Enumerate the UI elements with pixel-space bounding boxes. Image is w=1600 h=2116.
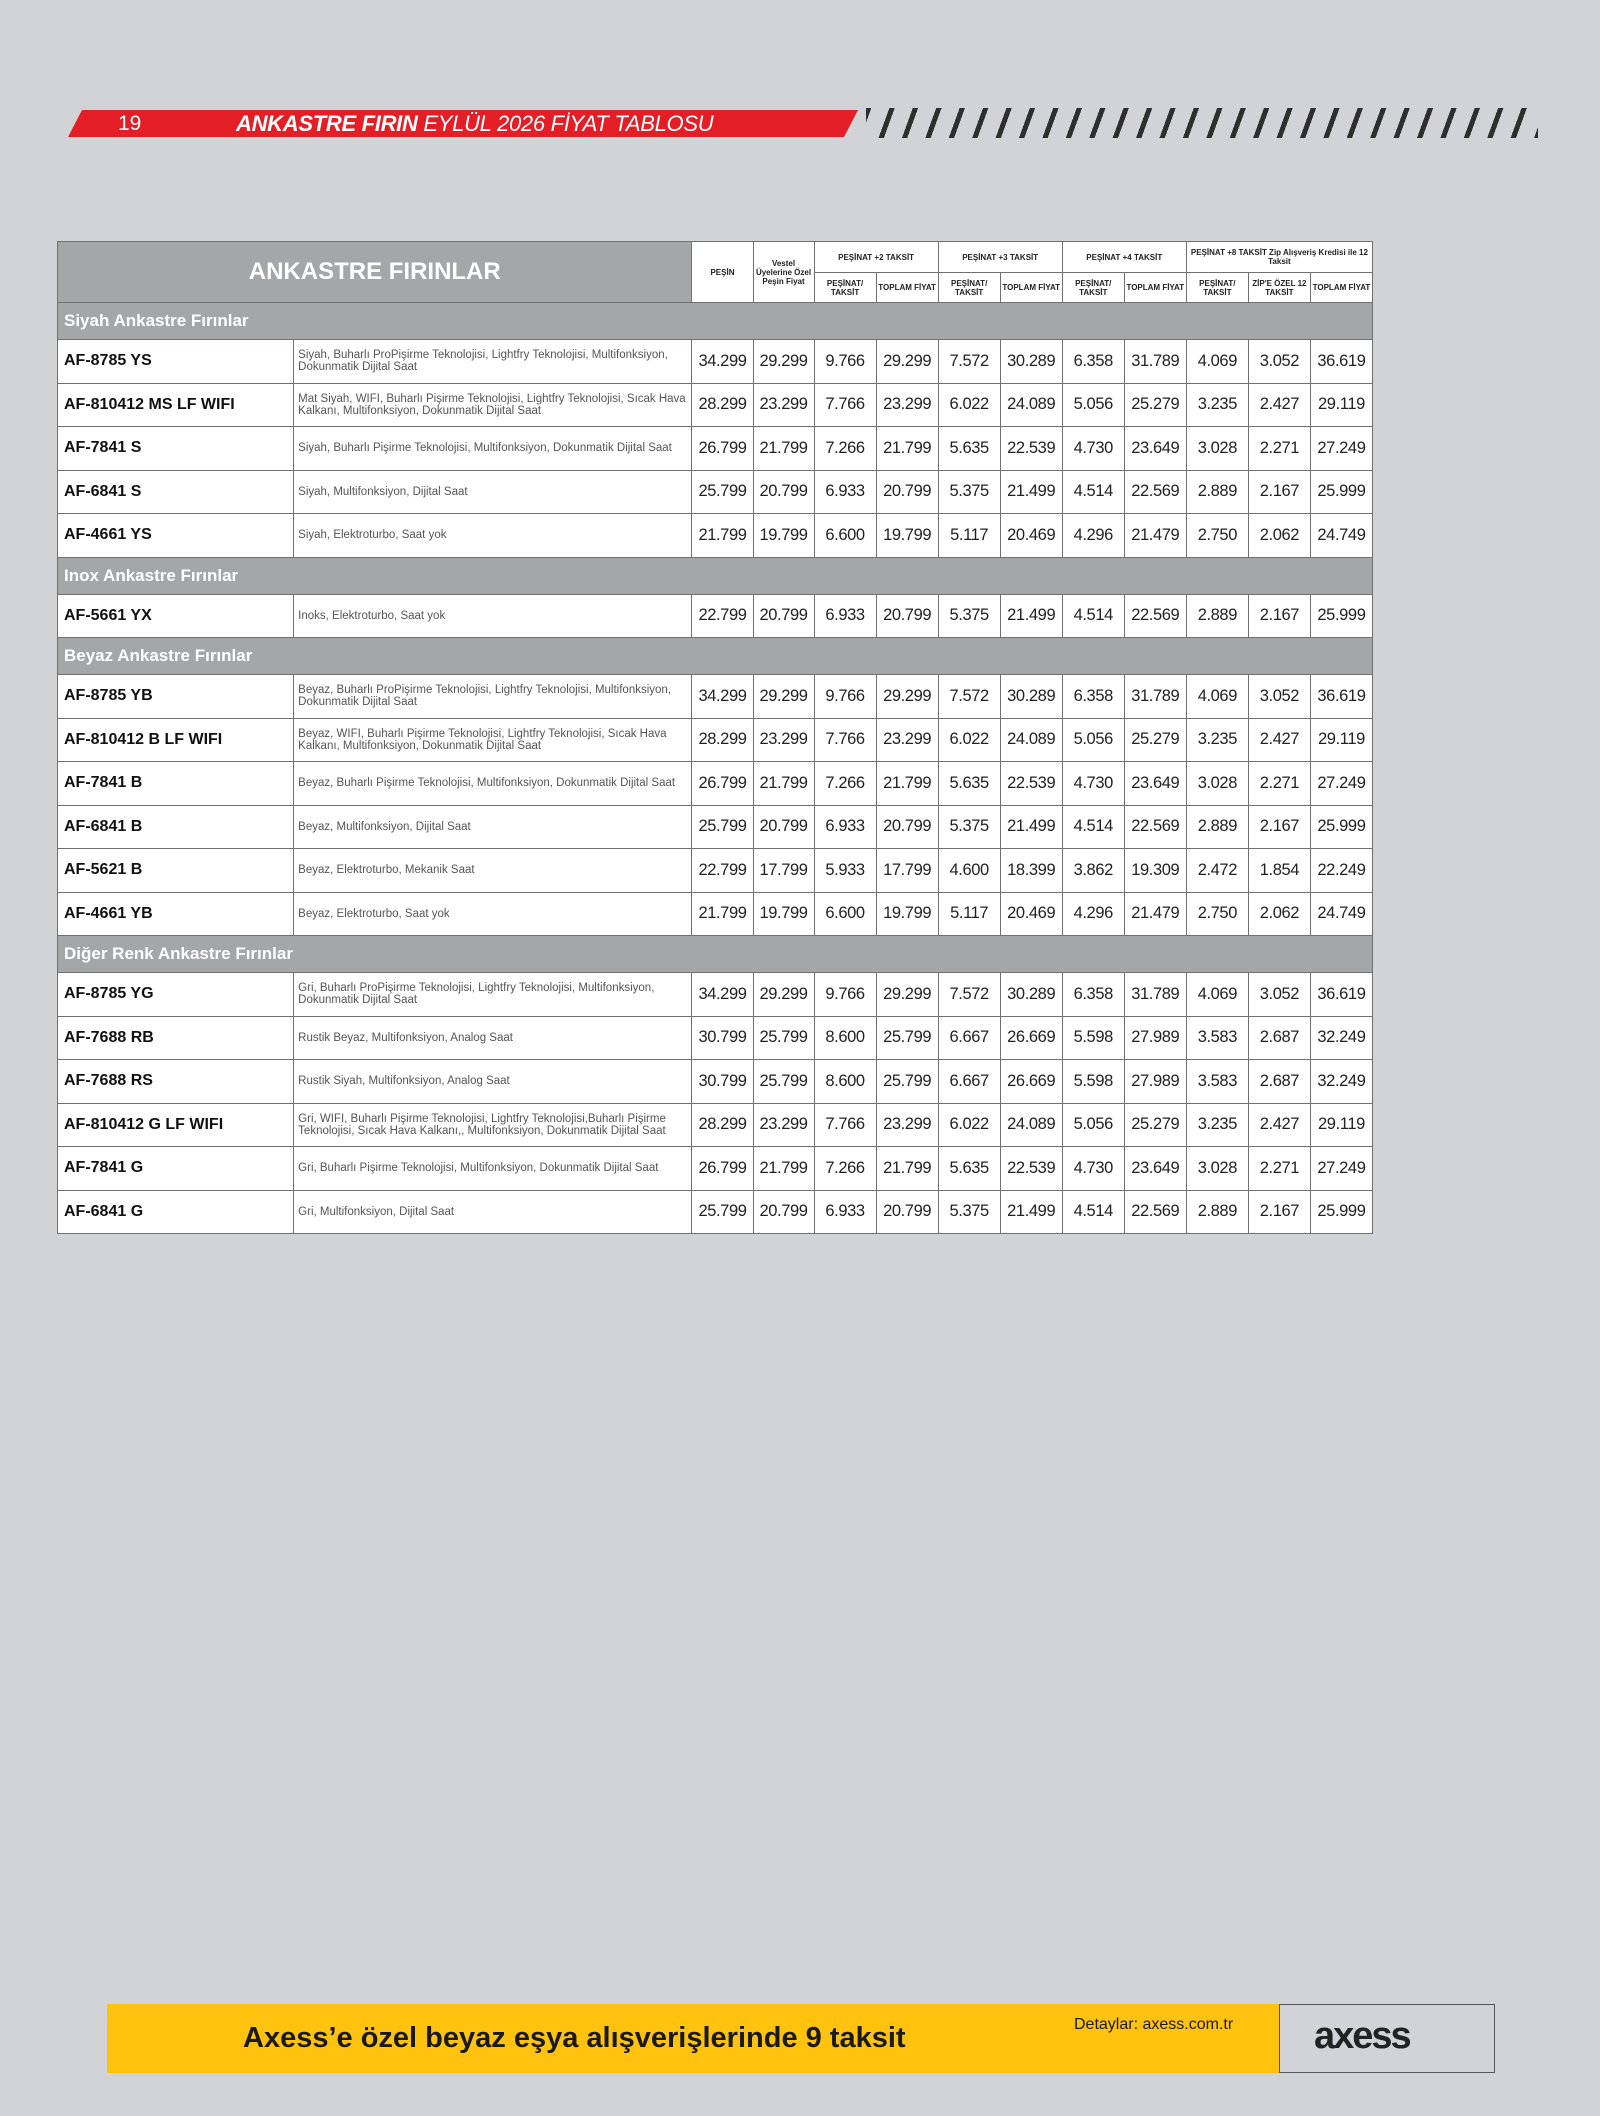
table-row bbox=[58, 340, 1373, 384]
price-cell: 21.479 bbox=[1124, 514, 1186, 558]
table-row bbox=[58, 427, 1373, 471]
price-cell: 20.799 bbox=[876, 805, 938, 849]
price-cell: 5.056 bbox=[1062, 383, 1124, 427]
price-cell: 7.766 bbox=[814, 718, 876, 762]
price-cell: 7.266 bbox=[814, 427, 876, 471]
price-cell: 20.469 bbox=[1000, 892, 1062, 936]
price-cell: 2.427 bbox=[1248, 718, 1310, 762]
price-cell: 5.635 bbox=[938, 427, 1000, 471]
price-cell: 5.375 bbox=[938, 470, 1000, 514]
price-cell: 5.056 bbox=[1062, 1103, 1124, 1147]
price-cell: 17.799 bbox=[876, 849, 938, 893]
price-cell: 6.358 bbox=[1062, 340, 1124, 384]
table-row bbox=[58, 470, 1373, 514]
table-row bbox=[58, 1060, 1373, 1104]
price-cell: 23.299 bbox=[753, 383, 814, 427]
price-cell: 6.600 bbox=[814, 892, 876, 936]
description-cell: Beyaz, WIFI, Buharlı Pişirme Teknolojisi, Lightfry Teknolojisi, Sıcak Hava Kalkanı, Multifonksiyon, Dokunmatik Dijital Saat bbox=[294, 718, 692, 762]
table-row bbox=[58, 383, 1373, 427]
price-cell: 5.598 bbox=[1062, 1016, 1124, 1060]
model-cell: AF-6841 S bbox=[58, 470, 294, 514]
price-cell: 28.299 bbox=[692, 383, 753, 427]
price-cell: 3.583 bbox=[1186, 1016, 1248, 1060]
price-cell: 29.299 bbox=[753, 675, 814, 719]
price-cell: 19.799 bbox=[753, 514, 814, 558]
price-cell: 2.687 bbox=[1248, 1060, 1310, 1104]
description-cell: Siyah, Buharlı ProPişirme Teknolojisi, Lightfry Teknolojisi, Multifonksiyon, Dokunmatik Dijital Saat bbox=[294, 340, 692, 384]
price-cell: 30.799 bbox=[692, 1060, 753, 1104]
axess-logo-text: axess bbox=[1314, 2015, 1410, 2057]
group-header-3-taksit: PEŞİNAT +3 TAKSİT bbox=[938, 242, 1062, 273]
price-cell: 3.052 bbox=[1248, 973, 1310, 1017]
price-cell: 9.766 bbox=[814, 973, 876, 1017]
description-cell: Rustik Siyah, Multifonksiyon, Analog Saat bbox=[294, 1060, 692, 1104]
price-cell: 21.499 bbox=[1000, 470, 1062, 514]
price-cell: 5.933 bbox=[814, 849, 876, 893]
price-cell: 20.799 bbox=[753, 470, 814, 514]
section-title: Inox Ankastre Fırınlar bbox=[58, 557, 1373, 594]
price-cell: 17.799 bbox=[753, 849, 814, 893]
price-cell: 22.249 bbox=[1310, 849, 1372, 893]
model-cell: AF-810412 B LF WIFI bbox=[58, 718, 294, 762]
price-cell: 20.799 bbox=[876, 1190, 938, 1234]
price-cell: 2.167 bbox=[1248, 1190, 1310, 1234]
price-cell: 21.799 bbox=[753, 427, 814, 471]
price-cell: 19.799 bbox=[876, 514, 938, 558]
price-cell: 29.299 bbox=[753, 340, 814, 384]
price-cell: 7.266 bbox=[814, 762, 876, 806]
section-row bbox=[58, 936, 1373, 973]
price-cell: 19.799 bbox=[876, 892, 938, 936]
model-cell: AF-8785 YG bbox=[58, 973, 294, 1017]
price-cell: 6.667 bbox=[938, 1060, 1000, 1104]
description-cell: Beyaz, Elektroturbo, Saat yok bbox=[294, 892, 692, 936]
price-cell: 20.799 bbox=[753, 594, 814, 638]
price-cell: 26.669 bbox=[1000, 1016, 1062, 1060]
price-cell: 24.089 bbox=[1000, 1103, 1062, 1147]
price-cell: 6.358 bbox=[1062, 973, 1124, 1017]
header-row-groups bbox=[58, 242, 1373, 273]
price-cell: 7.572 bbox=[938, 340, 1000, 384]
model-cell: AF-810412 MS LF WIFI bbox=[58, 383, 294, 427]
price-cell: 23.649 bbox=[1124, 762, 1186, 806]
model-cell: AF-7688 RS bbox=[58, 1060, 294, 1104]
price-cell: 21.799 bbox=[876, 1147, 938, 1191]
description-cell: Gri, Multifonksiyon, Dijital Saat bbox=[294, 1190, 692, 1234]
price-cell: 8.600 bbox=[814, 1016, 876, 1060]
price-cell: 6.600 bbox=[814, 514, 876, 558]
price-cell: 26.669 bbox=[1000, 1060, 1062, 1104]
price-cell: 2.062 bbox=[1248, 514, 1310, 558]
price-cell: 23.299 bbox=[876, 383, 938, 427]
sub-header-toplam-fiyat: TOPLAM FİYAT bbox=[1000, 273, 1062, 303]
price-cell: 34.299 bbox=[692, 340, 753, 384]
price-cell: 23.649 bbox=[1124, 1147, 1186, 1191]
table-row bbox=[58, 805, 1373, 849]
page-title-light: EYLÜL 2026 FİYAT TABLOSU bbox=[417, 111, 714, 136]
table-row bbox=[58, 1103, 1373, 1147]
price-cell: 29.299 bbox=[876, 973, 938, 1017]
price-cell: 32.249 bbox=[1310, 1060, 1372, 1104]
model-cell: AF-5661 YX bbox=[58, 594, 294, 638]
price-cell: 20.799 bbox=[753, 805, 814, 849]
price-cell: 3.235 bbox=[1186, 1103, 1248, 1147]
sub-header-toplam-fiyat: TOPLAM FİYAT bbox=[1124, 273, 1186, 303]
price-cell: 5.056 bbox=[1062, 718, 1124, 762]
page-header bbox=[68, 108, 1538, 138]
description-cell: Siyah, Buharlı Pişirme Teknolojisi, Multifonksiyon, Dokunmatik Dijital Saat bbox=[294, 427, 692, 471]
section-row bbox=[58, 638, 1373, 675]
price-cell: 21.799 bbox=[876, 762, 938, 806]
price-cell: 6.358 bbox=[1062, 675, 1124, 719]
price-cell: 25.799 bbox=[692, 805, 753, 849]
sub-header-pesinat-taksit: PEŞİNAT/ TAKSİT bbox=[814, 273, 876, 303]
price-cell: 7.572 bbox=[938, 675, 1000, 719]
price-cell: 29.119 bbox=[1310, 1103, 1372, 1147]
sub-header-zip-12-taksit: ZİP'E ÖZEL 12 TAKSİT bbox=[1248, 273, 1310, 303]
price-cell: 27.249 bbox=[1310, 1147, 1372, 1191]
price-cell: 5.375 bbox=[938, 1190, 1000, 1234]
price-cell: 1.854 bbox=[1248, 849, 1310, 893]
price-cell: 22.539 bbox=[1000, 1147, 1062, 1191]
price-cell: 25.999 bbox=[1310, 1190, 1372, 1234]
price-cell: 31.789 bbox=[1124, 340, 1186, 384]
price-cell: 21.799 bbox=[692, 514, 753, 558]
model-cell: AF-7841 B bbox=[58, 762, 294, 806]
price-cell: 3.862 bbox=[1062, 849, 1124, 893]
price-cell: 34.299 bbox=[692, 675, 753, 719]
price-cell: 2.427 bbox=[1248, 1103, 1310, 1147]
price-cell: 6.022 bbox=[938, 1103, 1000, 1147]
table-row bbox=[58, 1016, 1373, 1060]
price-cell: 27.989 bbox=[1124, 1060, 1186, 1104]
col-header-vestel: Vestel Üyelerine Özel Peşin Fiyat bbox=[753, 242, 814, 303]
price-cell: 25.799 bbox=[876, 1060, 938, 1104]
price-cell: 7.766 bbox=[814, 1103, 876, 1147]
price-cell: 28.299 bbox=[692, 718, 753, 762]
price-cell: 22.539 bbox=[1000, 762, 1062, 806]
price-cell: 5.635 bbox=[938, 1147, 1000, 1191]
price-cell: 6.022 bbox=[938, 718, 1000, 762]
price-cell: 23.299 bbox=[753, 1103, 814, 1147]
price-cell: 4.069 bbox=[1186, 340, 1248, 384]
price-cell: 21.499 bbox=[1000, 805, 1062, 849]
price-cell: 26.799 bbox=[692, 1147, 753, 1191]
model-cell: AF-4661 YB bbox=[58, 892, 294, 936]
model-cell: AF-7841 G bbox=[58, 1147, 294, 1191]
description-cell: Gri, Buharlı Pişirme Teknolojisi, Multifonksiyon, Dokunmatik Dijital Saat bbox=[294, 1147, 692, 1191]
price-cell: 25.279 bbox=[1124, 718, 1186, 762]
model-cell: AF-6841 G bbox=[58, 1190, 294, 1234]
price-cell: 22.799 bbox=[692, 594, 753, 638]
price-cell: 2.889 bbox=[1186, 1190, 1248, 1234]
sub-header-pesinat-taksit: PEŞİNAT/ TAKSİT bbox=[1186, 273, 1248, 303]
price-cell: 2.427 bbox=[1248, 383, 1310, 427]
price-cell: 31.789 bbox=[1124, 973, 1186, 1017]
description-cell: Inoks, Elektroturbo, Saat yok bbox=[294, 594, 692, 638]
price-cell: 4.069 bbox=[1186, 675, 1248, 719]
description-cell: Gri, WIFI, Buharlı Pişirme Teknolojisi, Lightfry Teknolojisi,Buharlı Pişirme Teknolojisi, Sıcak Hava Kalkanı,, Multifonksiyon, Dokunmatik Dijital Saat bbox=[294, 1103, 692, 1147]
group-header-2-taksit: PEŞİNAT +2 TAKSİT bbox=[814, 242, 938, 273]
price-cell: 36.619 bbox=[1310, 675, 1372, 719]
price-cell: 25.799 bbox=[692, 1190, 753, 1234]
price-cell: 5.117 bbox=[938, 892, 1000, 936]
footer-promo-text: Axess’e özel beyaz eşya alışverişlerinde 9 taksit bbox=[243, 2022, 906, 2054]
table-row bbox=[58, 675, 1373, 719]
price-cell: 31.789 bbox=[1124, 675, 1186, 719]
price-cell: 29.299 bbox=[753, 973, 814, 1017]
price-cell: 2.167 bbox=[1248, 805, 1310, 849]
model-cell: AF-810412 G LF WIFI bbox=[58, 1103, 294, 1147]
price-cell: 21.479 bbox=[1124, 892, 1186, 936]
description-cell: Beyaz, Elektroturbo, Mekanik Saat bbox=[294, 849, 692, 893]
description-cell: Mat Siyah, WIFI, Buharlı Pişirme Teknolojisi, Lightfry Teknolojisi, Sıcak Hava Kalkanı, Multifonksiyon, Dokunmatik Dijital Saat bbox=[294, 383, 692, 427]
page-title bbox=[236, 111, 713, 137]
price-cell: 4.514 bbox=[1062, 805, 1124, 849]
price-cell: 4.730 bbox=[1062, 427, 1124, 471]
price-cell: 25.799 bbox=[692, 470, 753, 514]
price-cell: 21.499 bbox=[1000, 594, 1062, 638]
price-cell: 21.799 bbox=[753, 1147, 814, 1191]
price-cell: 25.279 bbox=[1124, 1103, 1186, 1147]
model-cell: AF-5621 B bbox=[58, 849, 294, 893]
price-cell: 8.600 bbox=[814, 1060, 876, 1104]
table-row bbox=[58, 718, 1373, 762]
price-cell: 9.766 bbox=[814, 340, 876, 384]
model-cell: AF-8785 YS bbox=[58, 340, 294, 384]
price-cell: 19.799 bbox=[753, 892, 814, 936]
sub-header-pesinat-taksit: PEŞİNAT/ TAKSİT bbox=[1062, 273, 1124, 303]
table-row bbox=[58, 1190, 1373, 1234]
price-cell: 36.619 bbox=[1310, 973, 1372, 1017]
price-cell: 27.249 bbox=[1310, 427, 1372, 471]
price-cell: 18.399 bbox=[1000, 849, 1062, 893]
section-title: Beyaz Ankastre Fırınlar bbox=[58, 638, 1373, 675]
price-cell: 3.052 bbox=[1248, 675, 1310, 719]
price-cell: 4.730 bbox=[1062, 1147, 1124, 1191]
sub-header-pesinat-taksit: PEŞİNAT/ TAKSİT bbox=[938, 273, 1000, 303]
price-cell: 22.569 bbox=[1124, 805, 1186, 849]
table-main-title: ANKASTRE FIRINLAR bbox=[58, 242, 692, 303]
price-cell: 2.472 bbox=[1186, 849, 1248, 893]
price-cell: 4.514 bbox=[1062, 594, 1124, 638]
price-cell: 5.375 bbox=[938, 805, 1000, 849]
price-cell: 4.600 bbox=[938, 849, 1000, 893]
price-cell: 24.089 bbox=[1000, 718, 1062, 762]
price-cell: 26.799 bbox=[692, 762, 753, 806]
section-row bbox=[58, 303, 1373, 340]
price-cell: 30.799 bbox=[692, 1016, 753, 1060]
price-cell: 25.999 bbox=[1310, 805, 1372, 849]
price-cell: 21.799 bbox=[753, 762, 814, 806]
price-cell: 5.635 bbox=[938, 762, 1000, 806]
price-cell: 23.649 bbox=[1124, 427, 1186, 471]
price-cell: 6.667 bbox=[938, 1016, 1000, 1060]
group-header-4-taksit: PEŞİNAT +4 TAKSİT bbox=[1062, 242, 1186, 273]
price-cell: 20.469 bbox=[1000, 514, 1062, 558]
price-cell: 6.933 bbox=[814, 1190, 876, 1234]
price-cell: 21.799 bbox=[876, 427, 938, 471]
price-cell: 9.766 bbox=[814, 675, 876, 719]
price-cell: 36.619 bbox=[1310, 340, 1372, 384]
price-cell: 29.299 bbox=[876, 675, 938, 719]
model-cell: AF-8785 YB bbox=[58, 675, 294, 719]
header-stripes bbox=[866, 108, 1538, 138]
model-cell: AF-4661 YS bbox=[58, 514, 294, 558]
price-cell: 29.299 bbox=[876, 340, 938, 384]
price-cell: 32.249 bbox=[1310, 1016, 1372, 1060]
price-cell: 2.167 bbox=[1248, 594, 1310, 638]
price-cell: 3.028 bbox=[1186, 1147, 1248, 1191]
table-row bbox=[58, 849, 1373, 893]
footer-details-link[interactable]: Detaylar: axess.com.tr bbox=[1074, 2016, 1234, 2033]
price-cell: 22.569 bbox=[1124, 1190, 1186, 1234]
price-cell: 30.289 bbox=[1000, 340, 1062, 384]
price-cell: 3.235 bbox=[1186, 383, 1248, 427]
price-cell: 2.271 bbox=[1248, 762, 1310, 806]
price-cell: 5.375 bbox=[938, 594, 1000, 638]
section-title: Diğer Renk Ankastre Fırınlar bbox=[58, 936, 1373, 973]
price-cell: 6.933 bbox=[814, 470, 876, 514]
price-table-body bbox=[58, 303, 1373, 1234]
price-cell: 26.799 bbox=[692, 427, 753, 471]
price-cell: 29.119 bbox=[1310, 383, 1372, 427]
price-cell: 5.117 bbox=[938, 514, 1000, 558]
table-row bbox=[58, 1147, 1373, 1191]
price-cell: 4.296 bbox=[1062, 892, 1124, 936]
price-cell: 22.569 bbox=[1124, 470, 1186, 514]
price-cell: 4.514 bbox=[1062, 1190, 1124, 1234]
price-cell: 20.799 bbox=[753, 1190, 814, 1234]
price-cell: 25.279 bbox=[1124, 383, 1186, 427]
table-row bbox=[58, 973, 1373, 1017]
description-cell: Siyah, Elektroturbo, Saat yok bbox=[294, 514, 692, 558]
footer-banner bbox=[107, 2004, 1495, 2073]
price-cell: 23.299 bbox=[876, 718, 938, 762]
price-cell: 30.289 bbox=[1000, 973, 1062, 1017]
price-table bbox=[57, 241, 1373, 1234]
price-cell: 2.167 bbox=[1248, 470, 1310, 514]
price-cell: 2.889 bbox=[1186, 805, 1248, 849]
price-cell: 5.598 bbox=[1062, 1060, 1124, 1104]
model-cell: AF-7688 RB bbox=[58, 1016, 294, 1060]
price-cell: 24.089 bbox=[1000, 383, 1062, 427]
section-row bbox=[58, 557, 1373, 594]
price-cell: 2.889 bbox=[1186, 470, 1248, 514]
description-cell: Gri, Buharlı ProPişirme Teknolojisi, Lightfry Teknolojisi, Multifonksiyon, Dokunmatik Dijital Saat bbox=[294, 973, 692, 1017]
price-cell: 23.299 bbox=[753, 718, 814, 762]
table-row bbox=[58, 892, 1373, 936]
description-cell: Rustik Beyaz, Multifonksiyon, Analog Saat bbox=[294, 1016, 692, 1060]
sub-header-toplam-fiyat: TOPLAM FİYAT bbox=[876, 273, 938, 303]
price-cell: 25.999 bbox=[1310, 470, 1372, 514]
price-cell: 2.889 bbox=[1186, 594, 1248, 638]
price-table-wrapper bbox=[57, 241, 1373, 1234]
table-row bbox=[58, 594, 1373, 638]
group-header-8-taksit: PEŞİNAT +8 TAKSİT Zip Alışveriş Kredisi ile 12 Taksit bbox=[1186, 242, 1372, 273]
price-cell: 24.749 bbox=[1310, 892, 1372, 936]
price-cell: 20.799 bbox=[876, 594, 938, 638]
price-cell: 3.028 bbox=[1186, 427, 1248, 471]
price-cell: 7.572 bbox=[938, 973, 1000, 1017]
model-cell: AF-7841 S bbox=[58, 427, 294, 471]
price-cell: 4.730 bbox=[1062, 762, 1124, 806]
table-row bbox=[58, 762, 1373, 806]
description-cell: Beyaz, Buharlı Pişirme Teknolojisi, Multifonksiyon, Dokunmatik Dijital Saat bbox=[294, 762, 692, 806]
price-cell: 25.799 bbox=[753, 1016, 814, 1060]
description-cell: Siyah, Multifonksiyon, Dijital Saat bbox=[294, 470, 692, 514]
sub-header-toplam-fiyat: TOPLAM FİYAT bbox=[1310, 273, 1372, 303]
price-cell: 24.749 bbox=[1310, 514, 1372, 558]
description-cell: Beyaz, Buharlı ProPişirme Teknolojisi, Lightfry Teknolojisi, Multifonksiyon, Dokunmatik Dijital Saat bbox=[294, 675, 692, 719]
price-cell: 23.299 bbox=[876, 1103, 938, 1147]
price-cell: 25.999 bbox=[1310, 594, 1372, 638]
price-cell: 25.799 bbox=[753, 1060, 814, 1104]
price-cell: 4.514 bbox=[1062, 470, 1124, 514]
price-cell: 4.069 bbox=[1186, 973, 1248, 1017]
section-title: Siyah Ankastre Fırınlar bbox=[58, 303, 1373, 340]
price-cell: 20.799 bbox=[876, 470, 938, 514]
price-cell: 34.299 bbox=[692, 973, 753, 1017]
price-cell: 2.687 bbox=[1248, 1016, 1310, 1060]
model-cell: AF-6841 B bbox=[58, 805, 294, 849]
price-cell: 22.539 bbox=[1000, 427, 1062, 471]
col-header-pesin: PEŞİN bbox=[692, 242, 753, 303]
price-cell: 3.583 bbox=[1186, 1060, 1248, 1104]
price-cell: 6.933 bbox=[814, 594, 876, 638]
price-cell: 27.249 bbox=[1310, 762, 1372, 806]
price-cell: 6.022 bbox=[938, 383, 1000, 427]
price-cell: 21.799 bbox=[692, 892, 753, 936]
description-cell: Beyaz, Multifonksiyon, Dijital Saat bbox=[294, 805, 692, 849]
price-cell: 28.299 bbox=[692, 1103, 753, 1147]
price-cell: 7.766 bbox=[814, 383, 876, 427]
price-cell: 22.799 bbox=[692, 849, 753, 893]
price-cell: 3.052 bbox=[1248, 340, 1310, 384]
table-row bbox=[58, 514, 1373, 558]
price-cell: 29.119 bbox=[1310, 718, 1372, 762]
price-cell: 2.271 bbox=[1248, 1147, 1310, 1191]
price-cell: 30.289 bbox=[1000, 675, 1062, 719]
axess-logo bbox=[1279, 2004, 1495, 2073]
price-cell: 3.235 bbox=[1186, 718, 1248, 762]
price-cell: 3.028 bbox=[1186, 762, 1248, 806]
price-cell: 4.296 bbox=[1062, 514, 1124, 558]
page-number: 19 bbox=[118, 112, 142, 135]
price-cell: 2.750 bbox=[1186, 892, 1248, 936]
page-title-bold: ANKASTRE FIRIN bbox=[236, 111, 418, 136]
price-cell: 27.989 bbox=[1124, 1016, 1186, 1060]
price-cell: 6.933 bbox=[814, 805, 876, 849]
price-cell: 19.309 bbox=[1124, 849, 1186, 893]
price-cell: 2.271 bbox=[1248, 427, 1310, 471]
price-cell: 21.499 bbox=[1000, 1190, 1062, 1234]
price-cell: 2.750 bbox=[1186, 514, 1248, 558]
price-cell: 22.569 bbox=[1124, 594, 1186, 638]
price-cell: 2.062 bbox=[1248, 892, 1310, 936]
price-cell: 7.266 bbox=[814, 1147, 876, 1191]
price-cell: 25.799 bbox=[876, 1016, 938, 1060]
